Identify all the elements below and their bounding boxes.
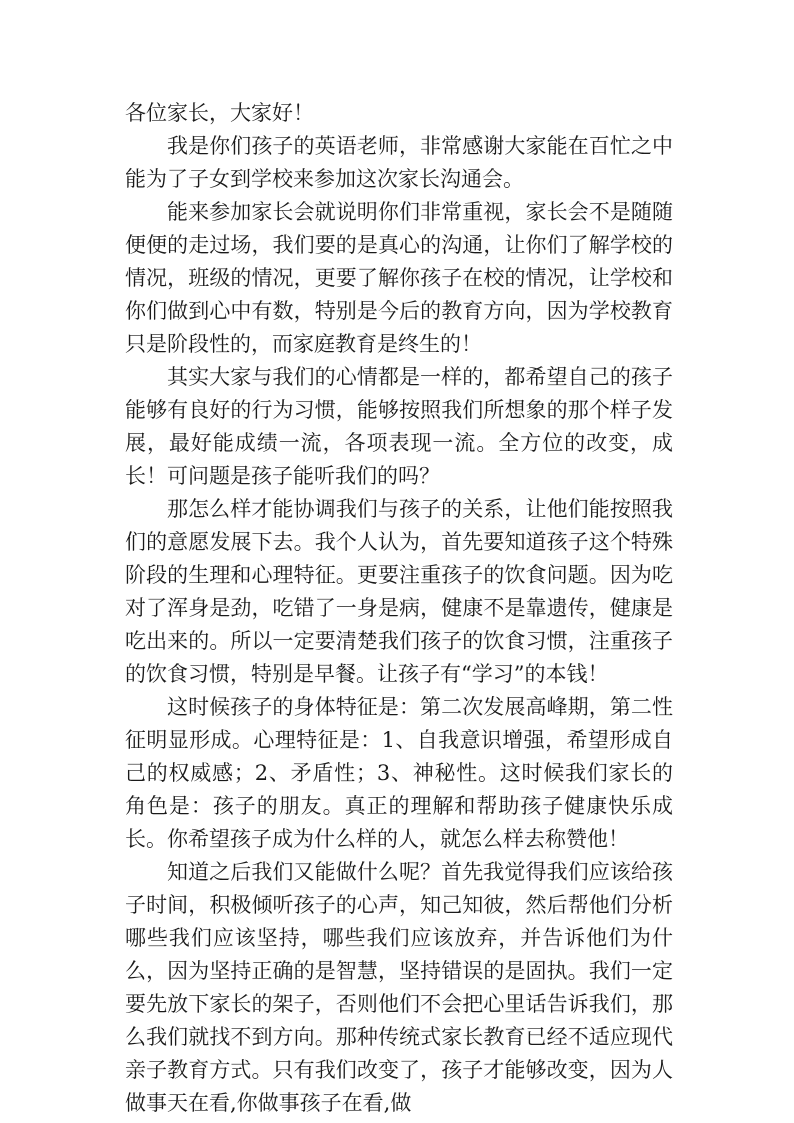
paragraph-diet-health: 那怎么样才能协调我们与孩子的关系，让他们能按照我们的意愿发展下去。我个人认为，首先要知道孩子这个特殊阶段的生理和心理特征。更要注重孩子的饮食问题。因为吃对了浑身是劲，吃错了一身是病，健康不是靠遗传，健康是吃出来的。所以一定要清楚我们孩子的饮食习惯，注重孩子的饮食习惯，特别是早餐。让孩子有“学习”的本钱！ bbox=[125, 497, 673, 686]
paragraph-what-to-do: 知道之后我们又能做什么呢？首先我觉得我们应该给孩子时间，积极倾听孩子的心声，知己知彼，然后帮他们分析哪些我们应该坚持，哪些我们应该放弃，并告诉他们为什么，因为坚持正确的是智慧，坚持错误的是固执。我们一定要先放下家长的架子，否则他们不会把心里话告诉我们，那么我们就找不到方向。那种传统式家长教育已经不适应现代亲子教育方式。只有我们改变了，孩子才能够改变，因为人做事天在看,你做事孩子在看,做 bbox=[125, 860, 673, 1115]
letter-body bbox=[125, 97, 673, 1120]
paragraph-characteristics: 这时候孩子的身体特征是：第二次发展高峰期，第二性征明显形成。心理特征是：1、自我意识增强，希望形成自己的权威感；2、矛盾性；3、神秘性。这时候我们家长的角色是：孩子的朋友。真正的理解和帮助孩子健康快乐成长。你希望孩子成为什么样的人，就怎么样去称赞他！ bbox=[125, 695, 673, 851]
greeting-line: 各位家长，大家好！ bbox=[125, 101, 314, 125]
paragraph-meeting-purpose: 能来参加家长会就说明你们非常重视，家长会不是随随便便的走过场，我们要的是真心的沟通，让你们了解学校的情况，班级的情况，更要了解你孩子在校的情况，让学校和你们做到心中有数，特别是今后的教育方向，因为学校教育只是阶段性的，而家庭教育是终生的！ bbox=[125, 200, 673, 356]
paragraph-intro: 我是你们孩子的英语老师，非常感谢大家能在百忙之中能为了子女到学校来参加这次家长沟通会。 bbox=[125, 134, 673, 191]
paragraph-shared-hopes: 其实大家与我们的心情都是一样的，都希望自己的孩子能够有良好的行为习惯，能够按照我们所想象的那个样子发展，最好能成绩一流，各项表现一流。全方位的改变，成长！可问题是孩子能听我们的吗？ bbox=[125, 365, 673, 488]
